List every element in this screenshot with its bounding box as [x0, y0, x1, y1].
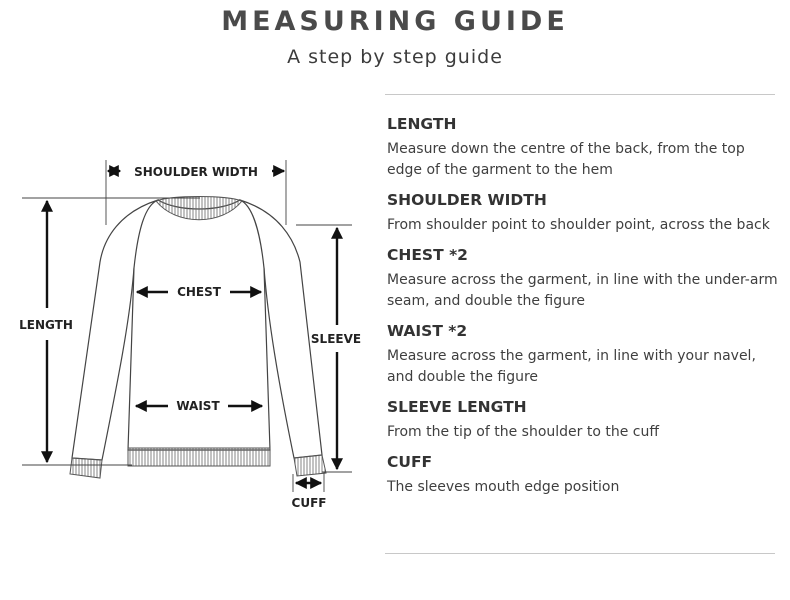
- entry-heading: LENGTH: [387, 115, 457, 133]
- guide-entry-sleeve-length: [387, 398, 782, 443]
- entry-text: From the tip of the shoulder to the cuff: [387, 424, 659, 440]
- hem-ribbing: [128, 448, 270, 466]
- measurement-guide-list: [387, 115, 782, 508]
- page-title: MEASURING GUIDE: [221, 6, 569, 37]
- entry-text: Measure across the garment, in line with the under-arm seam, and double the figure: [387, 272, 778, 309]
- entry-text: Measure across the garment, in line with your navel, and double the figure: [387, 348, 756, 385]
- cuff-label: CUFF: [291, 496, 327, 510]
- entry-heading: SLEEVE LENGTH: [387, 398, 527, 416]
- bottom-divider: [385, 553, 775, 554]
- entry-heading: CUFF: [387, 453, 433, 471]
- entry-text: Measure down the centre of the back, from the top edge of the garment to the hem: [387, 141, 745, 178]
- entry-heading: CHEST *2: [387, 246, 468, 264]
- guide-entry-chest: [387, 246, 782, 312]
- entry-text: The sleeves mouth edge position: [387, 479, 620, 495]
- sweater-diagram: [0, 0, 380, 600]
- guide-entry-cuff: [387, 453, 782, 498]
- entry-text: From shoulder point to shoulder point, across the back: [387, 217, 770, 233]
- chest-label: CHEST: [177, 285, 221, 299]
- top-divider: [385, 94, 775, 95]
- shoulder-width-label: SHOULDER WIDTH: [134, 165, 258, 179]
- left-cuff-ribbing: [70, 458, 102, 478]
- page-subtitle: A step by step guide: [287, 46, 503, 68]
- entry-heading: SHOULDER WIDTH: [387, 191, 547, 209]
- sweater-illustration: [72, 200, 322, 460]
- sleeve-label: SLEEVE: [310, 332, 362, 346]
- guide-entry-waist: [387, 322, 782, 388]
- entry-heading: WAIST *2: [387, 322, 468, 340]
- length-label: LENGTH: [19, 318, 73, 332]
- guide-entry-length: [387, 115, 782, 181]
- waist-label: WAIST: [176, 399, 220, 413]
- right-cuff-ribbing: [294, 455, 326, 476]
- guide-entry-shoulder-width: [387, 191, 782, 236]
